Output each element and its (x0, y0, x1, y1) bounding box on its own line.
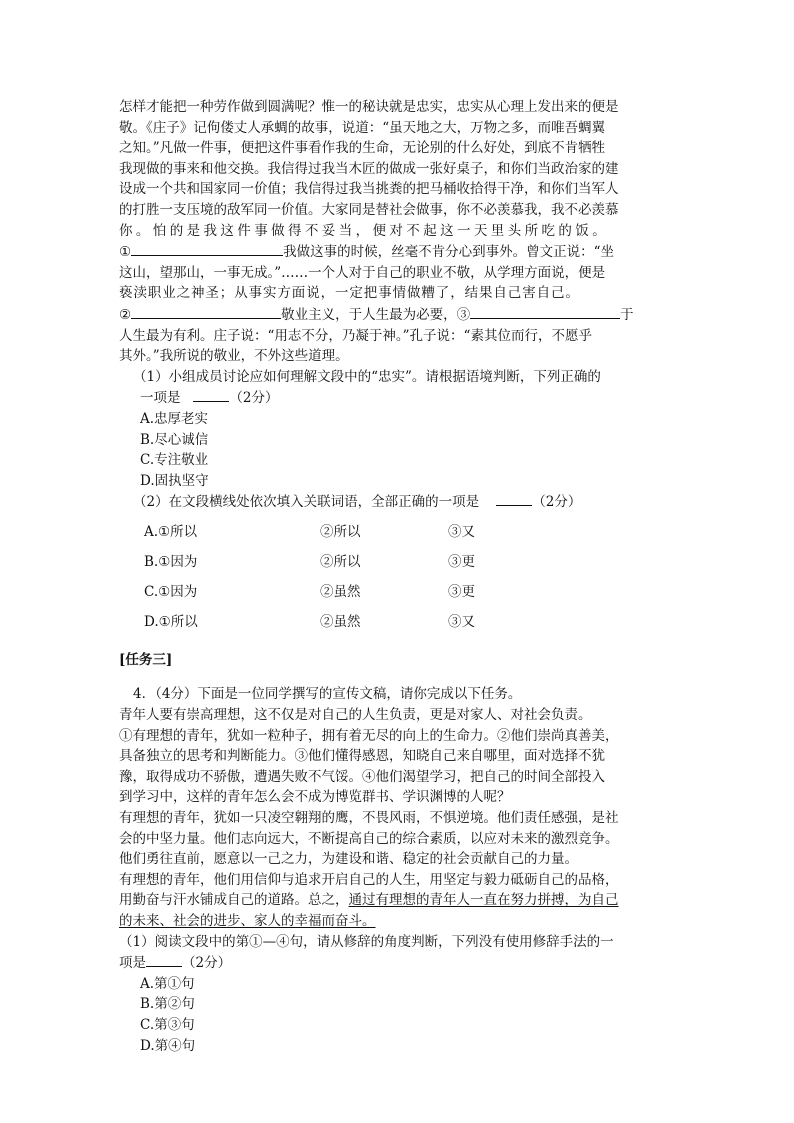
passage-line: 亵渎职业之神圣；从事实方面说，一定把事情做糟了，结果自己害自己。 (119, 285, 580, 302)
passage-line: 其外。”我所说的敬业，不外这些道理。 (119, 348, 349, 365)
essay-line: 豫，取得成功不骄傲，遭遇失败不气馁。④他们渴望学习，把自己的时间全部投入 (119, 768, 605, 785)
passage-line: 之知。”凡做一件事，便把这件事看作我的生命，无论别的什么好处，到底不肯牺牲 (119, 140, 606, 157)
question-2-text: （2）在文段横线处依次填入关联词语，全部正确的一项是 （2分） (119, 491, 675, 513)
essay-line: 具备独立的思考和判断能力。③他们懂得感恩，知晓自己来自哪里，面对选择不犹 (119, 748, 605, 765)
essay-line: 他们勇往直前，愿意以一己之力，为建设和谐、稳定的社会贡献自己的力量。 (119, 851, 578, 868)
passage-line: 的打胜一支压境的敌军同一价值。大家同是替社会做事，你不必羡慕我，我不必羡慕 (119, 201, 619, 218)
essay-line: 有理想的青年，犹如一只凌空翱翔的鹰，不畏风雨，不惧逆境。他们责任感强，是社 (119, 810, 619, 827)
question-1 (119, 367, 675, 492)
task-3 (119, 650, 675, 1056)
essay-line: 有理想的青年，他们用信仰与追求开启自己的人生，用坚定与毅力砥砺自己的品格， (119, 871, 619, 888)
answer-blank-sub1[interactable] (146, 952, 182, 967)
sub-question-1-text: （1）阅读文段中的第①—④句，请从修辞的角度判断，下列没有使用修辞手法的一 (119, 933, 614, 950)
document-content (119, 97, 675, 1056)
passage-line: 怎样才能把一种劳作做到圆满呢？惟一的秘诀就是忠实，忠实从心理上发出来的便是 (119, 99, 619, 115)
sub-question-1-cont: 项是 （2分） (119, 952, 675, 974)
answer-blank-q1[interactable] (193, 387, 229, 402)
blank-marker-3: ③ (456, 306, 471, 323)
essay-line: 用勤奋与汗水铺成自己的道路。总之，通过有理想的青年人一直在努力拼搏，为自己 (119, 892, 619, 909)
passage-line: 人生最为有利。庄子说：“用志不分，乃凝于神。”孔子说：“素其位而行，不愿乎 (119, 327, 592, 344)
passage-line: 敬。《庄子》记佝偻丈人承蜩的故事，说道：“虽天地之大，万物之多，而唯吾蜩翼 (119, 119, 606, 136)
answer-blank-1[interactable] (131, 241, 283, 256)
question-1-cont: 一项是 （2分） (119, 387, 675, 409)
option-row-b[interactable]: B.①因为 ②所以 ③更 (144, 553, 475, 570)
passage (119, 97, 675, 367)
essay-line: 会的中坚力量。他们志向远大，不断提高自己的综合素质，以应对未来的激烈竞争。 (119, 830, 619, 847)
underlined-sentence: 通过有理想的青年人一直在努力拼搏，为自己 (348, 892, 619, 909)
underlined-sentence: 的未来、社会的进步、家人的幸福而奋斗。 (119, 913, 376, 929)
answer-blank-q2[interactable] (496, 491, 532, 506)
question-4-text: 4．（4分）下面是一位同学撰写的宣传文稿，请你完成以下任务。 (133, 686, 522, 703)
option-c[interactable]: C.专注敬业 (140, 452, 209, 469)
option-d[interactable]: D.第④句 (140, 1037, 196, 1054)
passage-line-blank23: ② 敬业主义，于人生最为必要，③ 于 (119, 304, 675, 326)
blank-marker-1: ① (119, 244, 132, 261)
essay-line (119, 911, 675, 932)
passage-line: 我现做的事来和他交换。我信得过我当木匠的做成一张好桌子，和你们当政治家的建 (119, 160, 619, 177)
option-row-d[interactable]: D.①所以 ②虽然 ③又 (144, 613, 475, 630)
option-b[interactable]: B.尽心诚信 (140, 431, 209, 448)
option-c[interactable]: C.第③句 (140, 1016, 195, 1033)
question-1-text: （1）小组成员讨论应如何理解文段中的“忠实”。请根据语境判断，下列正确的 (133, 368, 601, 385)
option-a[interactable]: A.忠厚老实 (140, 410, 209, 427)
passage-line: 设成一个共和国家同一价值；我信得过我当挑粪的把马桶收拾得干净，和你们当军人 (119, 181, 619, 198)
option-b[interactable]: B.第②句 (140, 996, 195, 1013)
option-a[interactable]: A.第①句 (140, 975, 195, 992)
essay-line: 青年人要有崇高理想，这不仅是对自己的人生负责，更是对家人、对社会负责。 (119, 707, 592, 724)
blank-marker-2: ② (119, 306, 132, 323)
answer-blank-2[interactable] (131, 304, 281, 319)
answer-blank-3[interactable] (470, 304, 620, 319)
passage-line: 你。怕的是我这件事做得不妥当，便对不起这一天里头所吃的饭。 (119, 222, 610, 239)
passage-line: 这山，望那山，一事无成。”……一个人对于自己的职业不敬，从学理方面说，便是 (119, 264, 606, 281)
option-d[interactable]: D.固执坚守 (140, 472, 209, 489)
essay-line: ①有理想的青年，犹如一粒种子，拥有着无尽的向上的生命力。②他们崇尚真善美， (119, 727, 619, 744)
essay-line: 到学习中，这样的青年怎么会不成为博览群书、学识渊博的人呢？ (119, 789, 511, 806)
task-3-title: [任务三] (119, 652, 173, 669)
option-row-c[interactable]: C.①因为 ②虽然 ③更 (144, 583, 475, 600)
question-2 (119, 491, 675, 637)
option-row-a[interactable]: A.①所以 ②所以 ③又 (144, 523, 475, 540)
passage-line-blank1: ① 我做这事的时候，丝毫不肯分心到事外。曾文正说：“坐 (119, 241, 675, 263)
